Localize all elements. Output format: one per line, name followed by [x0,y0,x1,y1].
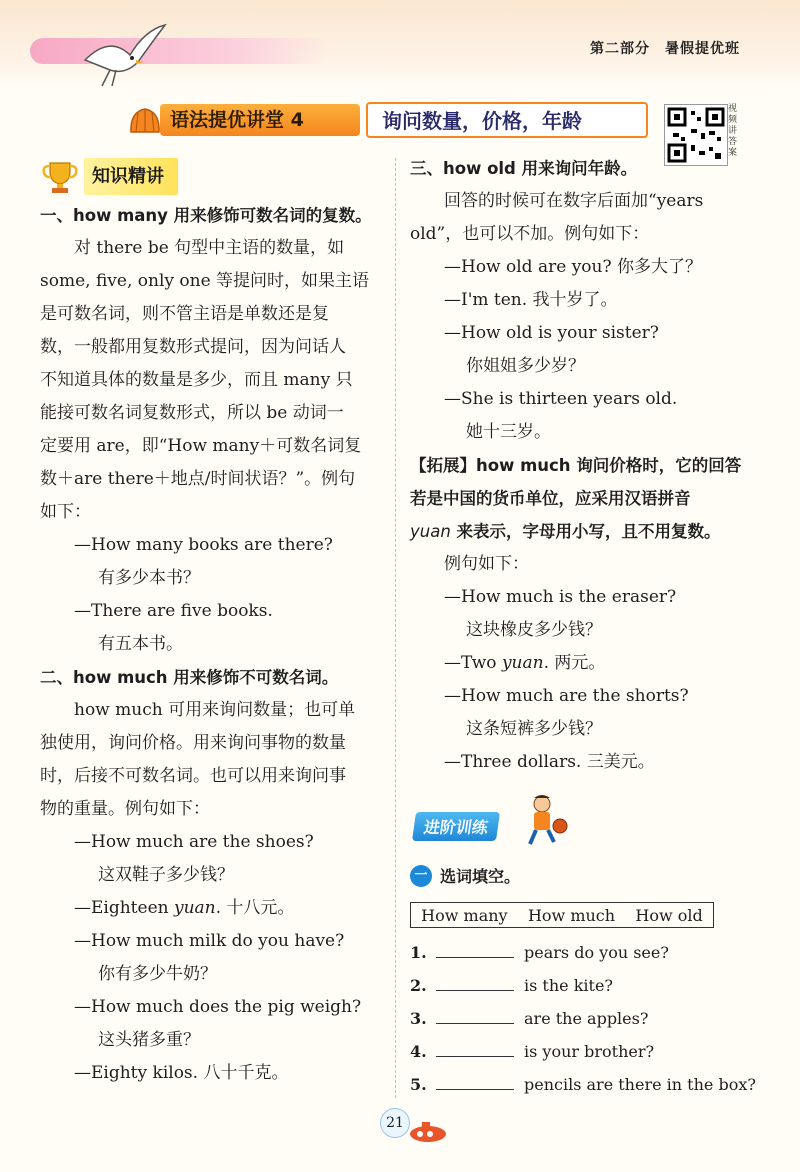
right-column [410,152,770,779]
knowledge-tag-label: 知识精讲 [84,158,178,195]
example-cn: 你姐姐多少岁？ [466,356,585,376]
yuan-term: yuan [410,522,451,541]
example-cn: 她十三岁。 [466,422,551,442]
page-header [0,0,800,88]
submarine-icon [406,1118,450,1144]
extension-line [410,515,770,548]
part-title: 第二部分 暑假提优班 [590,41,740,57]
question-title: 选词填空。 [440,867,521,886]
example-en: —How much is the eraser? [444,587,677,607]
section1-line: 如下： [40,502,91,522]
section1-heading: 一、how many 用来修饰可数名词的复数。 [40,206,372,225]
answer-blank[interactable] [436,1071,514,1090]
lesson-topic: 询问数量，价格，年龄 [366,102,648,138]
question-item [410,1068,780,1101]
item-text: pencils are there in the box? [524,1075,756,1094]
question-item [410,969,780,1002]
answer-blank[interactable] [436,1038,514,1057]
section2-line: how much 可用来询问数量；也可单 [74,700,356,720]
section1-line: 对 there be 句型中主语的数量，如 [74,238,345,258]
word-option: How much [527,906,616,925]
extension-intro: 例句如下： [444,554,529,574]
example-en: —How much are the shoes? [74,832,314,852]
section1-line: 能接可数名词复数形式，所以 be 动词一 [40,403,344,423]
example-cn: 这条短裤多少钱？ [466,719,602,739]
question-item [410,936,780,969]
example-en: —Three dollars. 三美元。 [444,752,655,772]
word-bank [410,902,714,928]
lesson-label: 语法提优讲堂 4 [160,104,360,136]
shell-icon [128,106,162,136]
example-text: —Two [444,653,502,673]
qr-note: 视频讲答案 [728,104,738,158]
item-text: is your brother? [524,1042,655,1061]
extension-text: 来表示，字母用小写，且不用复数。 [450,522,721,541]
yuan-term: yuan [501,653,544,673]
example-en [410,647,770,680]
example-en: —She is thirteen years old. [444,389,678,409]
left-column [40,158,390,1090]
header-ribbon [30,38,330,64]
item-number: 1. [410,943,427,962]
page-number: 21 [380,1108,410,1138]
example-cn: 这双鞋子多少钱？ [98,865,234,885]
extension-line: 【拓展】how much 询问价格时，它的回答 [410,456,742,475]
word-option: How old [635,906,703,925]
question-item [410,1002,780,1035]
section1-line: 数＋are there＋地点/时间状语？”。例句 [40,469,356,489]
word-option: How many [421,906,508,925]
example-en [40,892,390,925]
item-number: 3. [410,1009,427,1028]
example-cn: 有五本书。 [98,634,183,654]
section1-line: some, five, only one 等提问时，如果主语 [40,271,370,291]
example-en: —How much does the pig weigh? [74,997,362,1017]
example-cn: 你有多少牛奶？ [98,964,217,984]
item-text: are the apples? [524,1009,649,1028]
question-number: 一 [410,865,432,887]
question-heading [410,864,520,887]
practice-badge: 进阶训练 [412,812,500,841]
section1-line: 定要用 are，即“How many＋可数名词复 [40,436,362,456]
column-divider [395,158,396,1098]
section3-line: old”，也可以不加。例句如下： [410,224,650,244]
example-en: —There are five books. [74,601,273,621]
section3-line: 回答的时候可在数字后面加“years [444,191,704,211]
example-text: . 十八元。 [215,898,295,918]
section2-line: 时，后接不可数名词。也可以用来询问事 [40,766,346,786]
section1-line: 不知道具体的数量是多少，而且 many 只 [40,370,353,390]
section2-line: 物的重量。例句如下： [40,799,210,819]
yuan-term: yuan [173,898,216,918]
section3-heading: 三、how old 用来询问年龄。 [410,159,638,178]
question-item [410,1035,780,1068]
section1-line: 数，一般都用复数形式提问，因为问话人 [40,337,346,357]
answer-blank[interactable] [436,972,514,991]
example-en: —How many books are there? [74,535,333,555]
item-text: pears do you see? [524,943,669,962]
example-en: —How much milk do you have? [74,931,345,951]
item-number: 5. [410,1075,427,1094]
section2-heading: 二、how much 用来修饰不可数名词。 [40,668,339,687]
item-number: 4. [410,1042,427,1061]
answer-blank[interactable] [436,1005,514,1024]
item-text: is the kite? [524,976,613,995]
section1-line: 是可数名词，则不管主语是单数还是复 [40,304,329,324]
example-cn: 这头猪多重？ [98,1030,200,1050]
example-en: —How old are you? 你多大了？ [444,257,703,277]
question-list [410,936,780,1101]
example-cn: 有多少本书？ [98,568,200,588]
example-en: —I'm ten. 我十岁了。 [444,290,618,310]
example-text: —Eighteen [74,898,174,918]
extension-line: 若是中国的货币单位，应采用汉语拼音 [410,489,691,508]
example-en: —Eighty kilos. 八十千克。 [74,1063,289,1083]
item-number: 2. [410,976,427,995]
seagull-icon [80,20,170,90]
example-text: . 两元。 [543,653,606,673]
trophy-icon [40,160,80,194]
answer-blank[interactable] [436,939,514,958]
section2-line: 独使用，询问价格。用来询问事物的数量 [40,733,346,753]
example-cn: 这块橡皮多少钱？ [466,620,602,640]
knowledge-tag [40,158,390,195]
example-en: —How much are the shorts? [444,686,689,706]
example-en: —How old is your sister? [444,323,659,343]
